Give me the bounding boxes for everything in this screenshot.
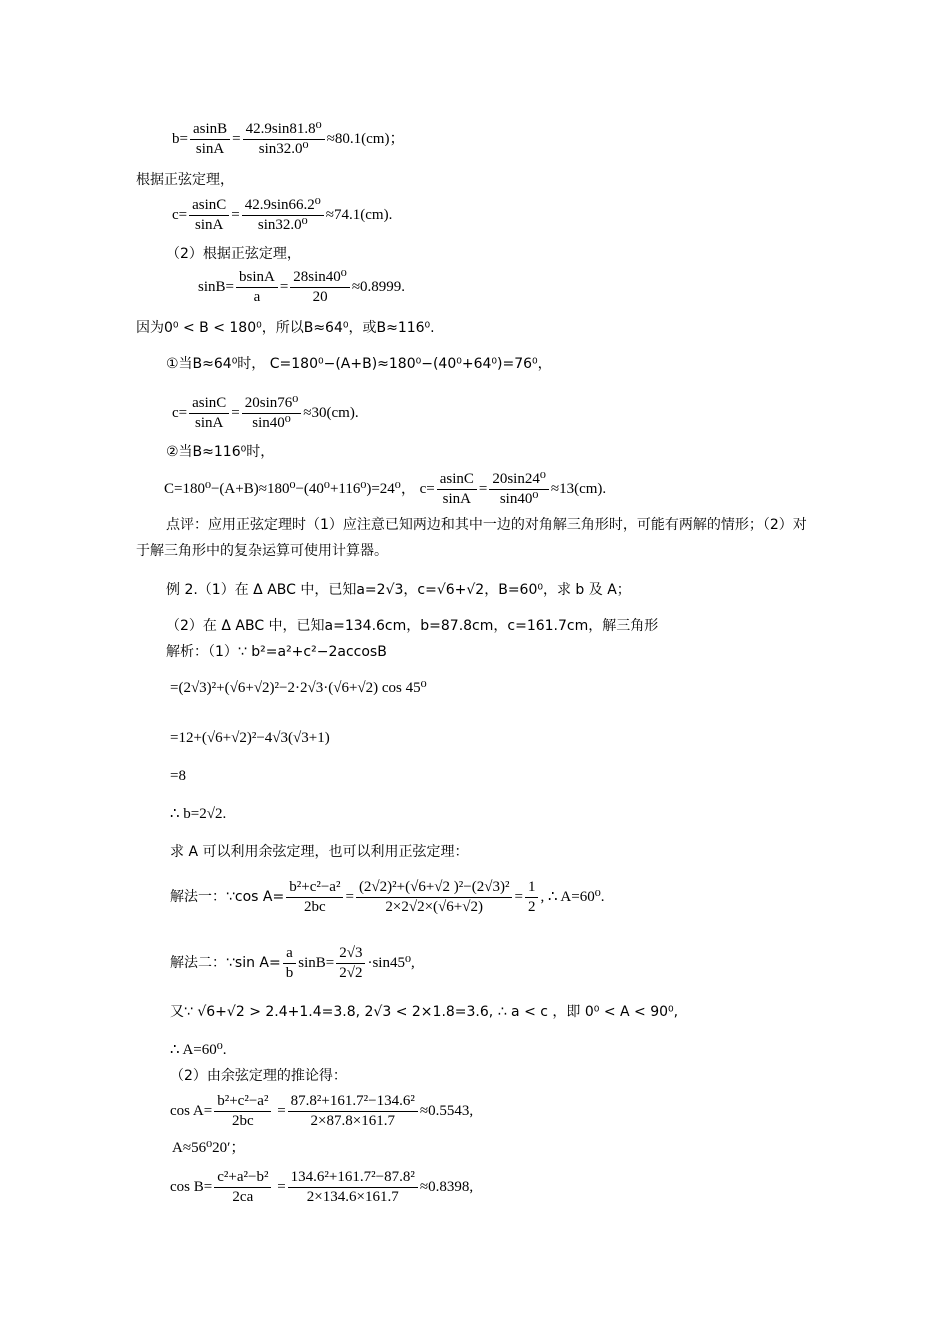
fraction: $\frac{\text{b²+c²−a²}}{2bc}$ bbox=[214, 1092, 271, 1131]
text-line: ②当B≈116⁰时， bbox=[166, 444, 275, 460]
solution-line: ∴ A=60⁰. bbox=[170, 1042, 227, 1058]
fraction: $\frac{\text{42.9sin66.2⁰}}{\text{sin32.0⁰}}$ bbox=[242, 196, 324, 235]
solution-line: =(2√3)²+(√6+√2)²−2·2√3·(√6+√2) cos 45⁰ bbox=[170, 680, 427, 696]
fraction: $\frac{\text{20sin24⁰}}{\text{sin40⁰}}$ bbox=[489, 470, 549, 509]
solution-line: =12+(√6+√2)²−4√3(√3+1) bbox=[170, 730, 330, 746]
equation-c-value: c= $\frac{asinC}{\sin A}$ = $\frac{\text{42.9sin66.2⁰}}{\text{sin32.0⁰}}$ ≈74.1(cm). bbox=[172, 197, 393, 233]
text-line: ①当B≈64⁰时， C=180⁰−(A+B)≈180⁰−(40⁰+64⁰)=76⁰， bbox=[166, 356, 552, 372]
solution-line: （2）由余弦定理的推论得： bbox=[170, 1068, 347, 1084]
eq-result: ≈80.1(cm)； bbox=[326, 130, 405, 147]
fraction: $\frac{\text{c²+a²−b²}}{2ca}$ bbox=[214, 1168, 271, 1207]
cos-A-equation: cos A= $\frac{\text{b²+c²−a²}}{2bc}$ = $\frac{\text{87.8²+161.7²−134.6²}}{2\times 87.8\times 161.7}$ ≈0.5543, bbox=[170, 1093, 474, 1129]
fraction: $\frac{1}{2}$ bbox=[525, 878, 539, 917]
fraction: $\frac{asinB}{\sin A}$ bbox=[190, 120, 230, 159]
solution-line: 又∵ √6+√2 > 2.4+1.4=3.8, 2√3 < 2×1.8=3.6, ∴ a < c ，即 0⁰ < A < 90⁰, bbox=[170, 1004, 679, 1020]
method-one: 解法一：∵cos A= $\frac{\text{b²+c²−a²}}{2bc}$ = $\frac{\text{(2√2)²+(√6+√2 )²−(2√3)²}}{2\times 2√2\times(√6+√2)}$ = $\frac{1}{2}$ , ∴ A=60⁰. bbox=[170, 879, 605, 915]
example-2-part2: （2）在 Δ ABC 中，已知a=134.6cm，b=87.8cm，c=161.7cm，解三角形 bbox=[166, 618, 659, 634]
fraction: $\frac{asinC}{\sin A}$ bbox=[189, 196, 229, 235]
eq-lhs: b= bbox=[172, 130, 188, 147]
fraction: $\frac{\text{28sin40⁰}}{20}$ bbox=[290, 268, 350, 307]
equation-sinB: sinB= $\frac{bsinA}{a}$ = $\frac{\text{28sin40⁰}}{20}$ ≈0.8999. bbox=[198, 269, 406, 305]
text-line: 因为0⁰ < B < 180⁰，所以B≈64⁰，或B≈116⁰. bbox=[136, 320, 435, 336]
solution-line: ∴ b=2√2. bbox=[170, 806, 227, 822]
fraction: $\frac{\text{20sin76⁰}}{\text{sin40⁰}}$ bbox=[242, 394, 302, 433]
example-2-part1: 例 2.（1）在 Δ ABC 中，已知a=2√3，c=√6+√2，B=60⁰，求 b 及 A； bbox=[166, 582, 631, 598]
fraction: $\frac{a}{b}$ bbox=[283, 944, 297, 983]
fraction: $\frac{2√3}{2√2}$ bbox=[336, 944, 365, 983]
text-line: 根据正弦定理， bbox=[136, 172, 234, 188]
comment-paragraph: 点评：应用正弦定理时（1）应注意已知两边和其中一边的对角解三角形时，可能有两解的情形；（2）对于解三角形中的复杂运算可使用计算器。 bbox=[136, 517, 807, 559]
text-line: （2）根据正弦定理， bbox=[166, 246, 301, 262]
solution-line: 解析：（1）∵ b²=a²+c²−2accosB bbox=[166, 644, 387, 660]
fraction: $\frac{\text{b²+c²−a²}}{2bc}$ bbox=[286, 878, 343, 917]
fraction: $\frac{bsinA}{a}$ bbox=[236, 268, 278, 307]
equation-case2: C=180⁰−(A+B)≈180⁰−(40⁰+116⁰)=24⁰， c= $\frac{asinC}{\sin A}$ = $\frac{\text{20sin24⁰}}{\text{sin40⁰}}$ ≈13(cm). bbox=[164, 471, 607, 507]
solution-line: A≈56⁰20′； bbox=[172, 1140, 246, 1156]
equation-c-case1: c= $\frac{asinC}{\sin A}$ = $\frac{\text{20sin76⁰}}{\text{sin40⁰}}$ ≈30(cm). bbox=[172, 395, 359, 431]
cos-B-equation: cos B= $\frac{\text{c²+a²−b²}}{2ca}$ = $\frac{\text{134.6²+161.7²−87.8²}}{2\times 134.6\times 161.7}$ ≈0.8398, bbox=[170, 1169, 474, 1205]
fraction: $\frac{asinC}{\sin A}$ bbox=[189, 394, 229, 433]
method-two: 解法二：∵sin A= $\frac{a}{b}$ sinB= $\frac{2√3}{2√2}$ ·sin45⁰, bbox=[170, 945, 415, 981]
fraction: $\frac{\text{(2√2)²+(√6+√2 )²−(2√3)²}}{2\times 2√2\times(√6+√2)}$ bbox=[356, 878, 513, 917]
fraction: $\frac{\text{87.8²+161.7²−134.6²}}{2\times 87.8\times 161.7}$ bbox=[288, 1092, 418, 1131]
fraction: $\frac{\text{134.6²+161.7²−87.8²}}{2\times 134.6\times 161.7}$ bbox=[288, 1168, 418, 1207]
equation-b-value: b= $\frac{asinB}{\sin A}$ = $\frac{\text{42.9sin81.8⁰}}{\text{sin32.0⁰}}$ ≈80.1(cm)； bbox=[172, 121, 405, 157]
solution-line: 求 A 可以利用余弦定理，也可以利用正弦定理： bbox=[170, 844, 469, 860]
solution-line: =8 bbox=[170, 768, 186, 784]
fraction: $\frac{\text{42.9sin81.8⁰}}{\text{sin32.0⁰}}$ bbox=[243, 120, 325, 159]
fraction: $\frac{asinC}{\sin A}$ bbox=[437, 470, 477, 509]
